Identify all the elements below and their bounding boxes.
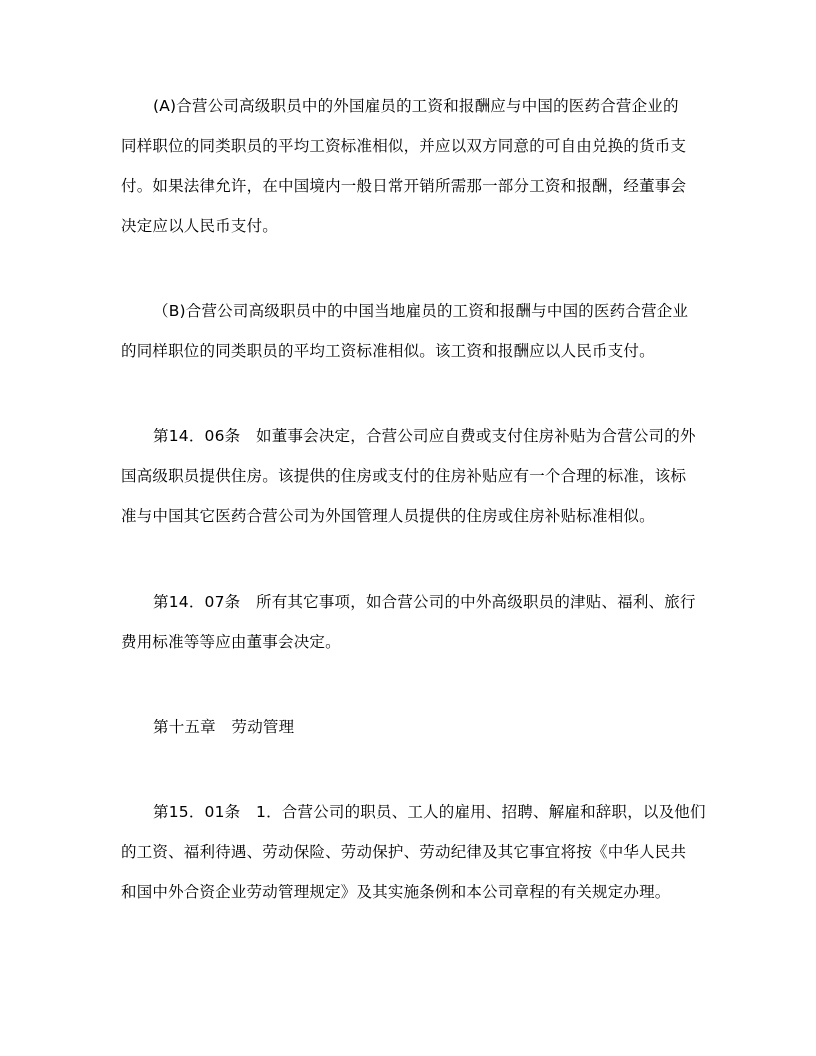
chapter-heading: 第十五章 劳动管理 xyxy=(153,718,295,736)
text-line: 和国中外合资企业劳动管理规定》及其实施条例和本公司章程的有关规定办理。 xyxy=(121,883,671,901)
text-line: 付。如果法律允许，在中国境内一般日常开销所需那一部分工资和报酬，经董事会 xyxy=(121,177,687,195)
text-line: （B)合营公司高级职员中的中国当地雇员的工资和报酬与中国的医药合营企业 xyxy=(153,302,689,320)
text-line: 决定应以人民币支付。 xyxy=(121,217,279,235)
text-line: 国高级职员提供住房。该提供的住房或支付的住房补贴应有一个合理的标准，该标 xyxy=(121,467,687,485)
text-line: 的工资、福利待遇、劳动保险、劳动保护、劳动纪律及其它事宜将按《中华人民共 xyxy=(121,843,687,861)
text-line: 费用标准等等应由董事会决定。 xyxy=(121,633,341,651)
text-line: 第15．01条 1．合营公司的职员、工人的雇用、招聘、解雇和辞职，以及他们 xyxy=(153,803,706,821)
text-line: 的同样职位的同类职员的平均工资标准相似。该工资和报酬应以人民币支付。 xyxy=(121,342,655,360)
text-line: 第14．06条 如董事会决定，合营公司应自费或支付住房补贴为合营公司的外 xyxy=(153,427,696,445)
text-line: (A)合营公司高级职员中的外国雇员的工资和报酬应与中国的医药合营企业的 xyxy=(153,97,679,115)
text-line: 同样职位的同类职员的平均工资标准相似，并应以双方同意的可自由兑换的货币支 xyxy=(121,137,687,155)
text-line: 第14．07条 所有其它事项，如合营公司的中外高级职员的津贴、福利、旅行 xyxy=(153,593,696,611)
text-line: 准与中国其它医药合营公司为外国管理人员提供的住房或住房补贴标准相似。 xyxy=(121,507,655,525)
